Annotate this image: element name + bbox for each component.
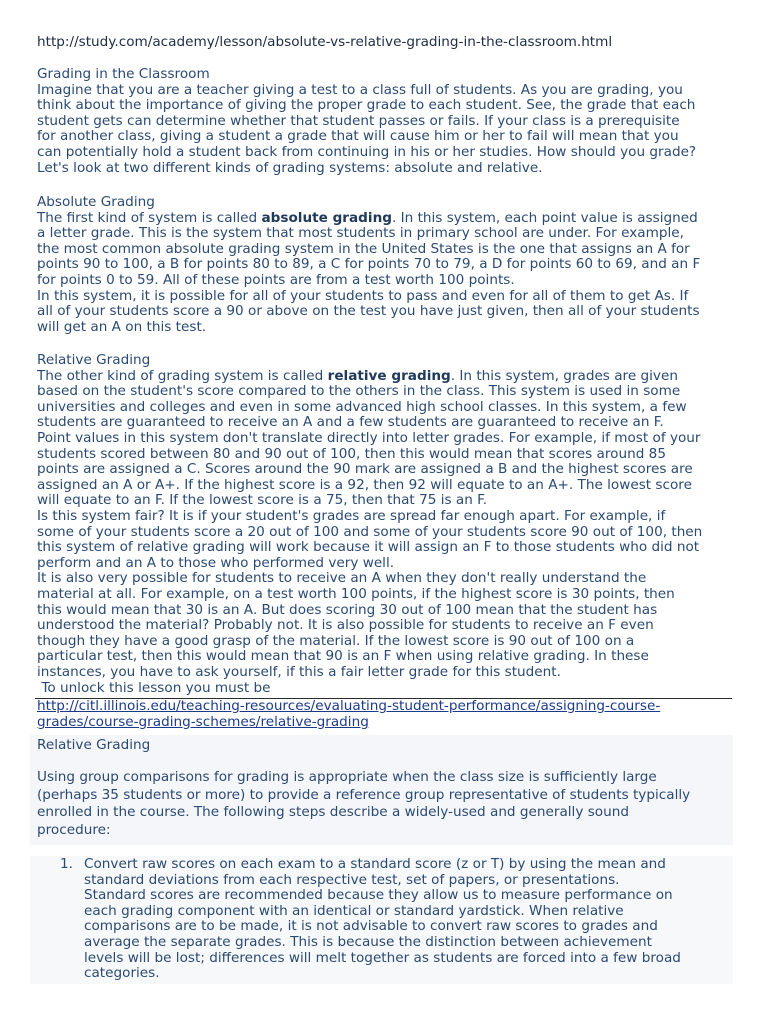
section-heading: Grading in the Classroom [37, 66, 210, 82]
paragraph: In this system, it is possible for all of your students to pass and even for all of them to get As. If all of your students score a 90 or above on the test you have just given, then all of your students will get an A on this test. [37, 287, 700, 335]
section-heading: Absolute Grading [37, 194, 155, 210]
text-run: . In this system, grades are given based on the student's score compared to the others in the class. This system is used in some universities and colleges and even in some advanced high school classes. In this system, a few students are guaranteed to receive an A and a few students are guaranteed to receive an F. Point values in this system don't translate directly into letter grades. For example, if most of your students scored between 80 and 90 out of 100, then this would mean that scores around 85 points are assigned a C. Scores around the 90 mark are assigned a B and the highest scores are assigned an A or A+. If the highest score is a 92, then 92 will equate to an A+. The lowest score will equate to an F. If the lowest score is a 75, then that 75 is an F. [37, 367, 701, 509]
text-run: . In this system, each point value is assigned a letter grade. This is the system that most students in primary school are under. For example, the most common absolute grading system in the United States is the one that assigns an A for points 90 to 100, a B for points 80 to 89, a C for points 70 to 79, a D for points 60 to 69, and an F for points 0 to 59. All of these points are from a test worth 100 points. [37, 209, 701, 288]
paragraph: It is also very possible for students to receive an A when they don't really understand the material at all. For example, on a test worth 100 points, if the highest score is 30 points, then this would mean that 30 is an A. But does scoring 30 out of 100 mean that the student has understood the material? Probably not. It is also possible for students to receive an F even though they have a good grasp of the material. If the lowest score is 90 out of 100 on a particular test, then this would mean that 90 is an F when using relative grading. In these instances, you have to ask yourself, if this a fair letter grade for this student. [37, 570, 675, 680]
absolute-grading-section [37, 195, 737, 335]
bold-term: relative grading [327, 367, 451, 384]
list-item-number: 1. [60, 856, 73, 872]
paragraph [37, 211, 737, 289]
relative-grading-section [37, 353, 737, 680]
citl-section-heading: Relative Grading [37, 737, 151, 753]
citl-intro-paragraph: Using group comparisons for grading is appropriate when the class size is sufficiently large (perhaps 35 students or more) to provide a reference group representative of students typically enrolled in the course. The following steps describe a widely-used and generally sound procedure: [37, 769, 691, 838]
paragraph: Imagine that you are a teacher giving a test to a class full of students. As you are grading, you think about the importance of giving the proper grade to each student. See, the grade that each student gets can determine whether that student passes or fails. If your class is a prerequisite for another class, giving a student a grade that will cause him or her to fail will mean that you can potentially hold a student back from continuing in his or her studies. How should you grade? Let's look at two different kinds of grading systems: absolute and relative. [37, 81, 697, 176]
list-item: Convert raw scores on each exam to a standard score (z or T) by using the mean and standard deviations from each respective test, set of papers, or presentations. Standard scores are recommended because they allow us to measure performance on each grading component with an identical or standard yardstick. When relative comparisons are to be made, it is not advisable to convert raw scores to grades and average the separate grades. This is because the distinction between achievement levels will be lost; differences will melt together as students are forced into a few broad categories. [84, 856, 681, 982]
unlock-notice: To unlock this lesson you must be [37, 680, 271, 696]
paragraph: Is this system fair? It is if your student's grades are spread far enough apart. For example, if some of your students score a 20 out of 100 and some of your students score 90 out of 100, then this system of relative grading will work because it will assign an F to those students who did not perform and an A to those who performed very well. [37, 507, 703, 571]
source-url: http://study.com/academy/lesson/absolute-vs-relative-grading-in-the-classroom.html [37, 34, 613, 50]
citl-source-link[interactable]: http://citl.illinois.edu/teaching-resources/evaluating-student-performance/assigning-course- grades/course-grading-schemes/relative-grading [37, 698, 661, 730]
grading-in-classroom-section [37, 67, 737, 176]
bold-term: absolute grading [261, 209, 392, 226]
text-run: The other kind of grading system is called [37, 367, 328, 384]
section-heading: Relative Grading [37, 352, 151, 368]
paragraph [37, 369, 737, 509]
text-run: The first kind of system is called [37, 209, 262, 226]
